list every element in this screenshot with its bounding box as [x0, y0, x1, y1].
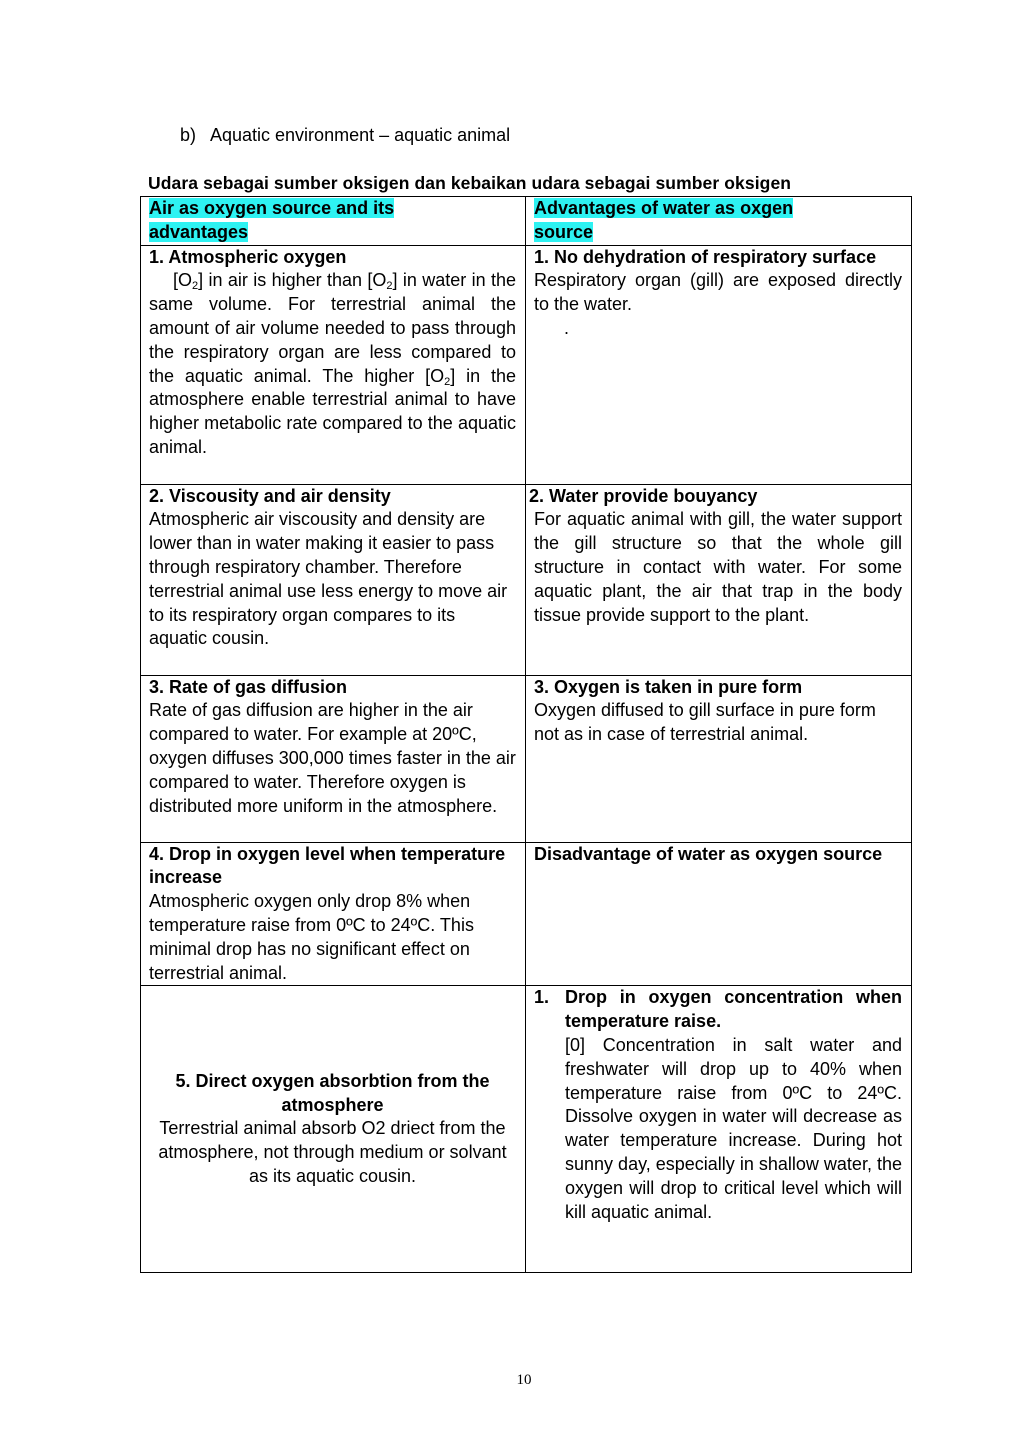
- row5-right-num: 1.: [534, 987, 550, 1008]
- row3-right-body: Oxygen diffused to gill surface in pure form not as in case of terrestrial animal.: [534, 700, 876, 745]
- row5-right-list-item: [534, 986, 902, 1224]
- header-right-cell: [526, 197, 912, 246]
- row4-left-title: 4. Drop in oxygen level when temperature increase: [149, 843, 506, 888]
- row4-right-title: Disadvantage of water as oxygen source: [534, 843, 883, 864]
- row5-left-body: Terrestrial animal absorb O2 driect from the atmosphere, not through medium or solvant as its aquatic cousin.: [158, 1118, 507, 1187]
- row2-right-title: 2. Water provide bouyancy: [529, 485, 758, 506]
- table-row: [141, 245, 912, 484]
- row1-right-cell: [526, 245, 912, 484]
- row3-left-title: 3. Rate of gas diffusion: [149, 676, 348, 697]
- row3-left-cell: [141, 675, 526, 842]
- section-heading: [180, 124, 510, 148]
- row5-right-title: Drop in oxygen concentration when temperature raise.: [565, 987, 902, 1032]
- row4-left-cell: [141, 842, 526, 986]
- table-row: [141, 986, 912, 1273]
- row1-right-title: 1. No dehydration of respiratory surface: [534, 246, 877, 267]
- row3-left-body: Rate of gas diffusion are higher in the air compared to water. For example at 20ºC, oxygen diffuses 300,000 times faster in the air compared to water. Therefore oxygen is distributed more uniform in the atmosphere.: [149, 700, 516, 816]
- page-number: 10: [516, 1372, 532, 1388]
- comparison-table: [140, 196, 912, 1273]
- row4-left-body: Atmospheric oxygen only drop 8% when temperature raise from 0ºC to 24ºC. This minimal drop has no significant effect on terrestrial animal.: [149, 891, 474, 983]
- row5-left-cell: [141, 986, 526, 1273]
- row1-left-cell: [141, 245, 526, 484]
- row2-left-body: Atmospheric air viscousity and density are lower than in water making it easier to pass through respiratory chamber. Therefore terrestrial animal use less energy to move air to its respiratory organ compares to its aquatic cousin.: [149, 509, 508, 649]
- header-right-line2: source: [534, 221, 594, 242]
- row1-left-title: 1. Atmospheric oxygen: [149, 246, 347, 267]
- row5-right-body: [0] Concentration in salt water and freshwater will drop up to 40% when temperature raise from 0ºC to 24ºC. Dissolve oxygen in water will decrease as water temperature increase. During hot sunny day, especially in shallow water, the oxygen will drop to critical level which will kill aquatic animal.: [565, 1034, 902, 1222]
- table-header-row: [141, 197, 912, 246]
- table-caption: Udara sebagai sumber oksigen dan kebaikan udara sebagai sumber oksigen: [148, 173, 792, 193]
- row5-right-item-body: [565, 986, 902, 1224]
- header-right-line1: Advantages of water as oxgen: [534, 198, 794, 218]
- row1-left-body: $[O_2]$ in air is higher than $[O_2]$ in water in the same volume. For terrestrial animal the amount of air volume needed to pass through the respiratory organ are less compared to the aquatic animal. The higher $[O_2]$ in the atmosphere enable terrestrial animal to have higher metabolic rate compared to the aquatic animal.: [149, 270, 517, 457]
- header-left-cell: [141, 197, 526, 246]
- row3-right-cell: [526, 675, 912, 842]
- table-row: [141, 842, 912, 986]
- table-row: [141, 675, 912, 842]
- row3-right-title: 3. Oxygen is taken in pure form: [534, 676, 803, 697]
- row1-right-body: Respiratory organ (gill) are exposed directly to the water.: [534, 270, 902, 315]
- row5-right-cell: [526, 986, 912, 1273]
- row1-right-dot: .: [564, 317, 570, 338]
- row2-right-body: For aquatic animal with gill, the water support the gill structure so that the whole gill structure in contact with water. For some aquatic plant, the air that trap in the body tissue provide support to the plant.: [534, 509, 902, 625]
- row4-right-cell: [526, 842, 912, 986]
- row5-left-title: 5. Direct oxygen absorbtion from the atmosphere: [175, 1070, 490, 1115]
- table-row: [141, 484, 912, 675]
- section-title: Aquatic environment – aquatic animal: [210, 125, 511, 145]
- header-left-line1: Air as oxygen source and its: [149, 198, 395, 218]
- row2-left-cell: [141, 484, 526, 675]
- section-marker: b): [180, 125, 197, 145]
- row2-left-title: 2. Viscousity and air density: [149, 485, 391, 506]
- row2-right-cell: [526, 484, 912, 675]
- header-left-line2: advantages: [149, 221, 249, 242]
